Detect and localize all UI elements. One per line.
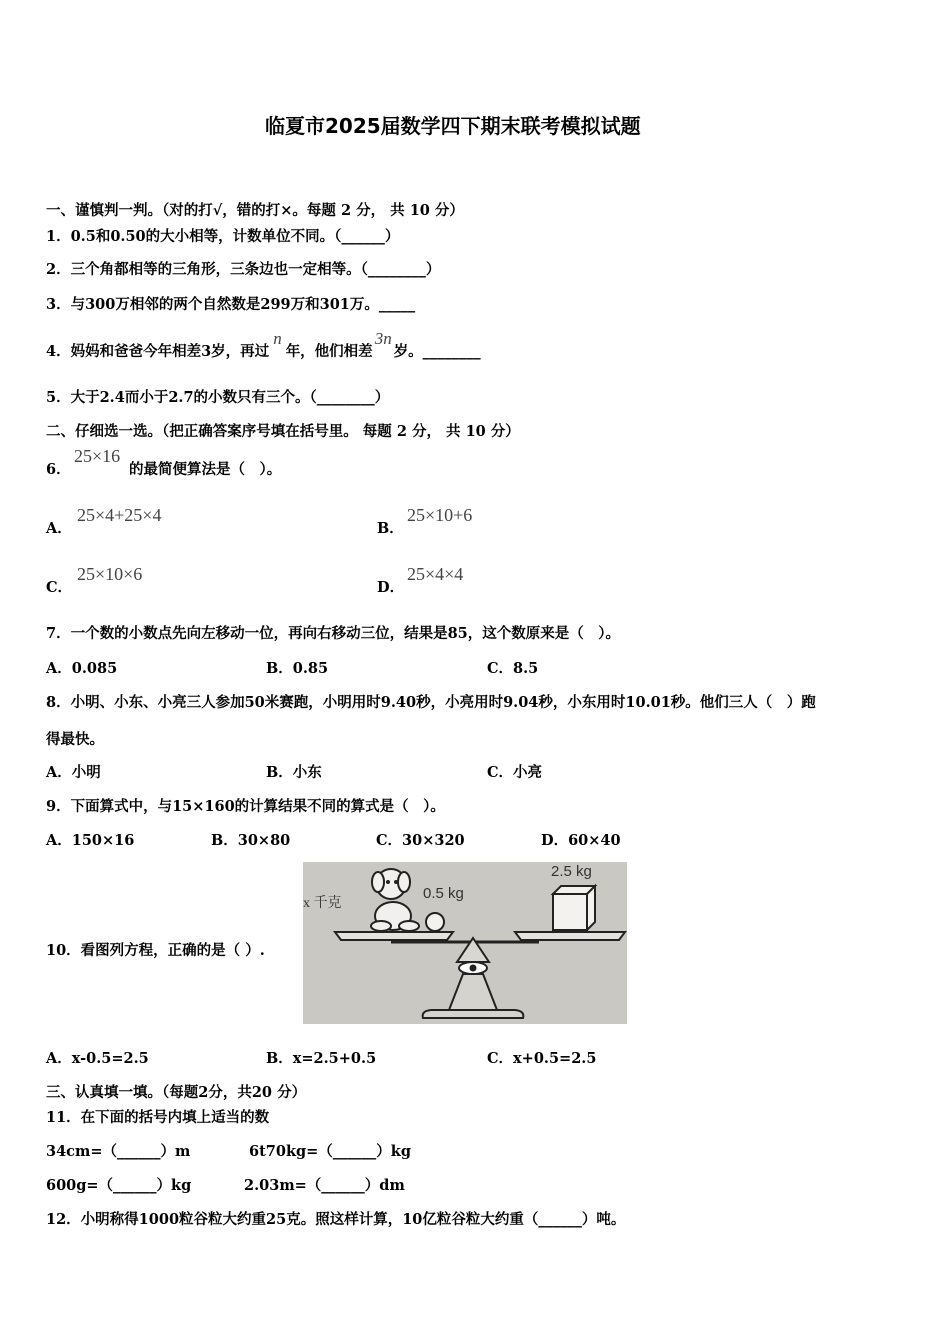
q11-item-d: 2.03m=（______）dm <box>244 1177 405 1194</box>
q9-option-d: D．60×40 <box>541 832 621 849</box>
q9-option-b: B．30×80 <box>211 832 291 849</box>
question-10: 10．看图列方程，正确的是（ ）. <box>46 942 265 959</box>
question-9: 9．下面算式中，与15×160的计算结果不同的算式是（ ）。 <box>46 798 445 815</box>
q6-option-d-label: D． <box>377 579 405 596</box>
q8-option-a: A．小明 <box>46 764 101 781</box>
question-4-mid: 年，他们相差 <box>285 343 373 360</box>
q10-option-a: A．x-0.5=2.5 <box>46 1050 149 1067</box>
q11-item-a: 34cm=（______）m <box>46 1143 191 1160</box>
question-11: 11．在下面的括号内填上适当的数 <box>46 1109 270 1126</box>
math-n: n <box>273 329 282 348</box>
q9-option-c: C．30×320 <box>376 832 465 849</box>
q6-option-c-expr: 25×10×6 <box>77 564 143 584</box>
q7-option-a: A．0.085 <box>46 660 118 677</box>
q11-item-b: 6t70kg=（______）kg <box>249 1143 411 1160</box>
question-2: 2．三个角都相等的三角形，三条边也一定相等。（________） <box>46 261 441 278</box>
question-8-line2: 得最快。 <box>46 731 104 748</box>
q6-option-b-expr: 25×10+6 <box>407 505 473 525</box>
q11-item-c: 600g=（______）kg <box>46 1177 192 1194</box>
question-8-line1: 8．小明、小东、小亮三人参加50米赛跑，小明用时9.40秒，小亮用时9.04秒，小东用时10.01秒。他们三人（ ）跑 <box>46 694 816 711</box>
question-4-pre: 4．妈妈和爸爸今年相差3岁，再过 <box>46 343 270 360</box>
question-6-number: 6． <box>46 461 71 478</box>
balance-scale-drawing <box>303 862 627 1024</box>
section-1-heading: 一、谨慎判一判。（对的打√，错的打×。每题 2 分， 共 10 分） <box>46 202 464 219</box>
question-4-post: 岁。________ <box>393 343 481 360</box>
math-3n: 3n <box>374 329 392 348</box>
question-5: 5．大于2.4而小于2.7的小数只有三个。（________） <box>46 389 390 406</box>
section-3-heading: 三、认真填一填。（每题2分，共20 分） <box>46 1084 307 1101</box>
question-4 <box>46 329 481 362</box>
section-2-heading: 二、仔细选一选。（把正确答案序号填在括号里。 每题 2 分， 共 10 分） <box>46 423 520 440</box>
q8-option-b: B．小东 <box>266 764 322 781</box>
q6-option-d-expr: 25×4×4 <box>407 564 464 584</box>
ball-icon <box>426 913 444 931</box>
question-3: 3．与300万相邻的两个自然数是299万和301万。_____ <box>46 296 416 313</box>
q9-option-a: A．150×16 <box>46 832 135 849</box>
figure-label-ball: 0.5 kg <box>423 885 464 902</box>
q8-option-c: C．小亮 <box>487 764 543 781</box>
q6-option-b-label: B． <box>377 520 404 537</box>
q6-option-c-label: C． <box>46 579 73 596</box>
page-title: 临夏市2025届数学四下期末联考模拟试题 <box>265 114 641 138</box>
figure-label-box: 2.5 kg <box>551 863 592 880</box>
question-6-expression: 25×16 <box>74 446 121 466</box>
balance-scale-figure <box>303 862 627 1024</box>
question-12: 12．小明称得1000粒谷粒大约重25克。照这样计算，10亿粒谷粒大约重（______）吨。 <box>46 1211 626 1228</box>
q10-option-b: B．x=2.5+0.5 <box>266 1050 377 1067</box>
question-7: 7．一个数的小数点先向左移动一位，再向右移动三位，结果是85，这个数原来是（ ）。 <box>46 625 621 642</box>
question-6-text: 的最简便算法是（ ）。 <box>129 461 282 478</box>
q7-option-b: B．0.85 <box>266 660 329 677</box>
box-icon <box>553 886 595 930</box>
question-1: 1．0.5和0.50的大小相等，计数单位不同。（______） <box>46 228 400 245</box>
q6-option-a-label: A． <box>46 520 72 537</box>
q10-option-c: C．x+0.5=2.5 <box>487 1050 597 1067</box>
figure-label-x: x 千克 <box>303 896 342 911</box>
q6-option-a-expr: 25×4+25×4 <box>77 505 162 525</box>
q7-option-c: C．8.5 <box>487 660 539 677</box>
